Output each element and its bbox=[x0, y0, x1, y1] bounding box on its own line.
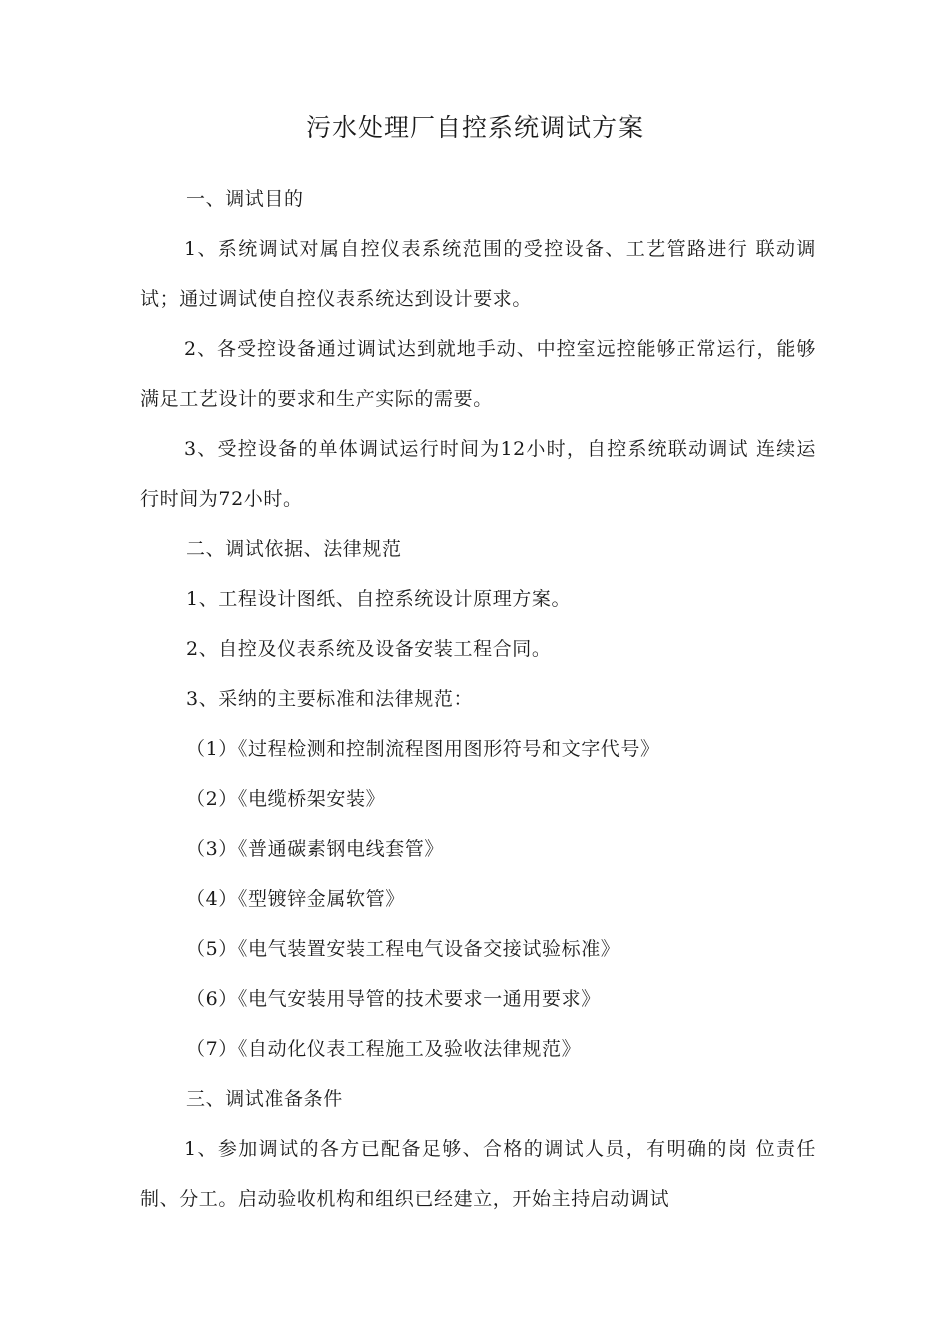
paragraph-basis-3: 3、采纳的主要标准和法律规范： bbox=[186, 688, 474, 710]
standard-item: （5）《电气装置安装工程电气设备交接试验标准》 bbox=[186, 938, 621, 960]
paragraph-preparation-1: 1、参加调试的各方已配备足够、合格的调试人员，有明确的岗 位责任制、分工。启动验收机构和组织已经建立，开始主持启动调试 bbox=[140, 1138, 816, 1210]
section-heading-purpose: 一、调试目的 bbox=[186, 188, 304, 210]
document-title: 污水处理厂自控系统调试方案 bbox=[305, 113, 644, 142]
paragraph-purpose-3: 3、受控设备的单体调试运行时间为12小时，自控系统联动调试 连续运行时间为72小时。 bbox=[140, 438, 816, 510]
standard-item: （7）《自动化仪表工程施工及验收法律规范》 bbox=[186, 1038, 582, 1060]
standard-item: （1）《过程检测和控制流程图用图形符号和文字代号》 bbox=[186, 738, 660, 760]
paragraph-basis-1: 1、工程设计图纸、自控系统设计原理方案。 bbox=[186, 588, 572, 610]
paragraph-basis-2: 2、自控及仪表系统及设备安装工程合同。 bbox=[186, 638, 552, 660]
standard-item: （4）《型镀锌金属软管》 bbox=[186, 888, 405, 910]
paragraph-purpose-2: 2、各受控设备通过调试达到就地手动、中控室远控能够正常运行，能够满足工艺设计的要求和生产实际的需要。 bbox=[140, 338, 816, 410]
section-heading-preparation: 三、调试准备条件 bbox=[186, 1088, 343, 1110]
paragraph-purpose-1: 1、系统调试对属自控仪表系统范围的受控设备、工艺管路进行 联动调试；通过调试使自控仪表系统达到设计要求。 bbox=[140, 238, 816, 310]
standard-item: （2）《电缆桥架安装》 bbox=[186, 788, 386, 810]
section-heading-basis: 二、调试依据、法律规范 bbox=[186, 538, 402, 560]
standard-item: （3）《普通碳素钢电线套管》 bbox=[186, 838, 444, 860]
standard-item: （6）《电气安装用导管的技术要求一通用要求》 bbox=[186, 988, 601, 1010]
